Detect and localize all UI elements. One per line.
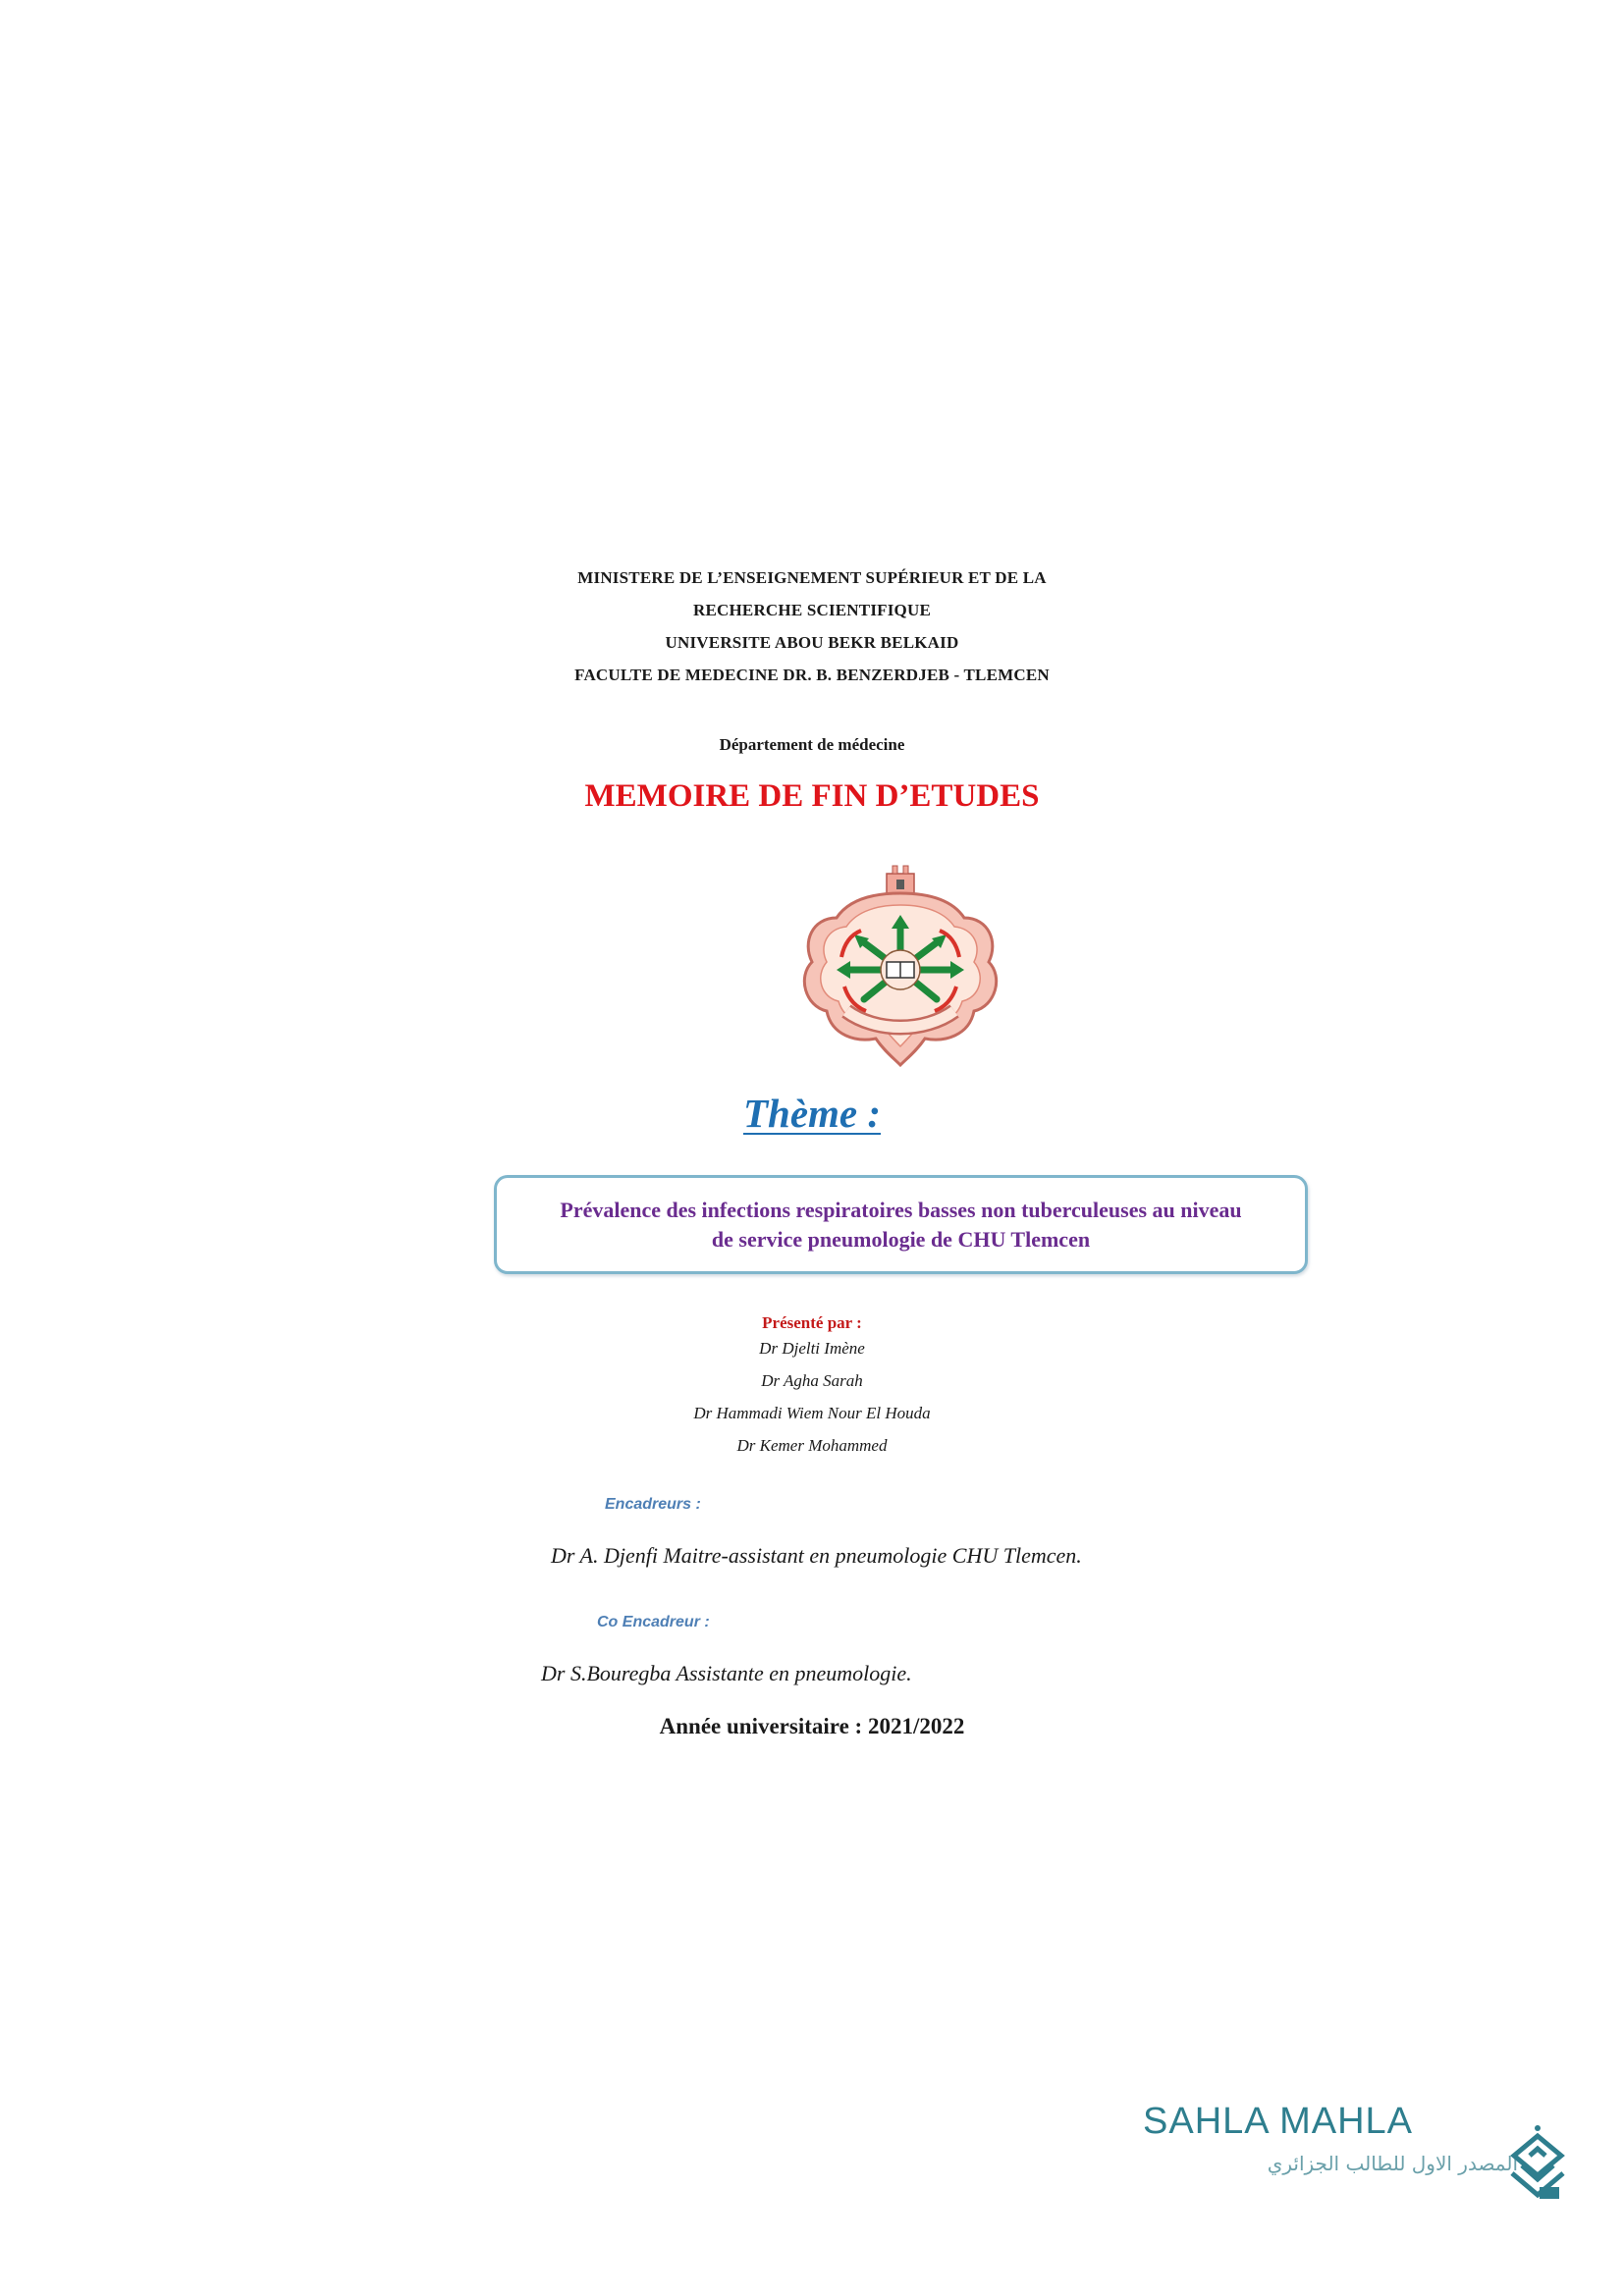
presented-by-label: Présenté par : [762,1313,862,1332]
department-name: Département de médecine [719,735,905,754]
theme-title [542,1196,1259,1255]
author-4: Dr Kemer Mohammed [736,1436,888,1455]
sahla-mahla-logo-icon [1500,2122,1575,2207]
co-supervisor-text: Dr S.Bouregba Assistante en pneumologie. [541,1661,912,1685]
faculty-name: FACULTE DE MEDECINE DR. B. BENZERDJEB - TLEMCEN [574,666,1050,684]
theme-title-line-2: de service pneumologie de CHU Tlemcen [711,1226,1091,1252]
theme-title-line-1: Prévalence des infections respiratoires basses non tuberculeuses au niveau [560,1197,1242,1222]
theme-box [494,1175,1308,1274]
theme-label-wrap [0,1090,1624,1137]
watermark-subtitle: المصدر الاول للطالب الجزائري [1267,2152,1518,2175]
ministry-line-2: RECHERCHE SCIENTIFIQUE [693,601,931,619]
university-emblem-icon [787,864,1013,1070]
author-1: Dr Djelti Imène [759,1339,865,1358]
author-3: Dr Hammadi Wiem Nour El Houda [693,1404,931,1422]
ministry-line-1: MINISTERE DE L’ENSEIGNEMENT SUPÉRIEUR ET DE LA [577,568,1047,587]
academic-year: Année universitaire : 2021/2022 [659,1714,965,1738]
watermark-title: SAHLA MAHLA [1143,2101,1413,2142]
co-supervisor-label: Co Encadreur : [597,1614,710,1630]
university-name: UNIVERSITE ABOU BEKR BELKAID [665,633,959,652]
document-title: MEMOIRE DE FIN D’ETUDES [584,778,1040,814]
theme-label: Thème : [742,1091,882,1136]
author-2: Dr Agha Sarah [761,1371,863,1390]
supervisor-text: Dr A. Djenfi Maitre-assistant en pneumologie CHU Tlemcen. [551,1543,1082,1568]
supervisor-label: Encadreurs : [605,1496,701,1513]
